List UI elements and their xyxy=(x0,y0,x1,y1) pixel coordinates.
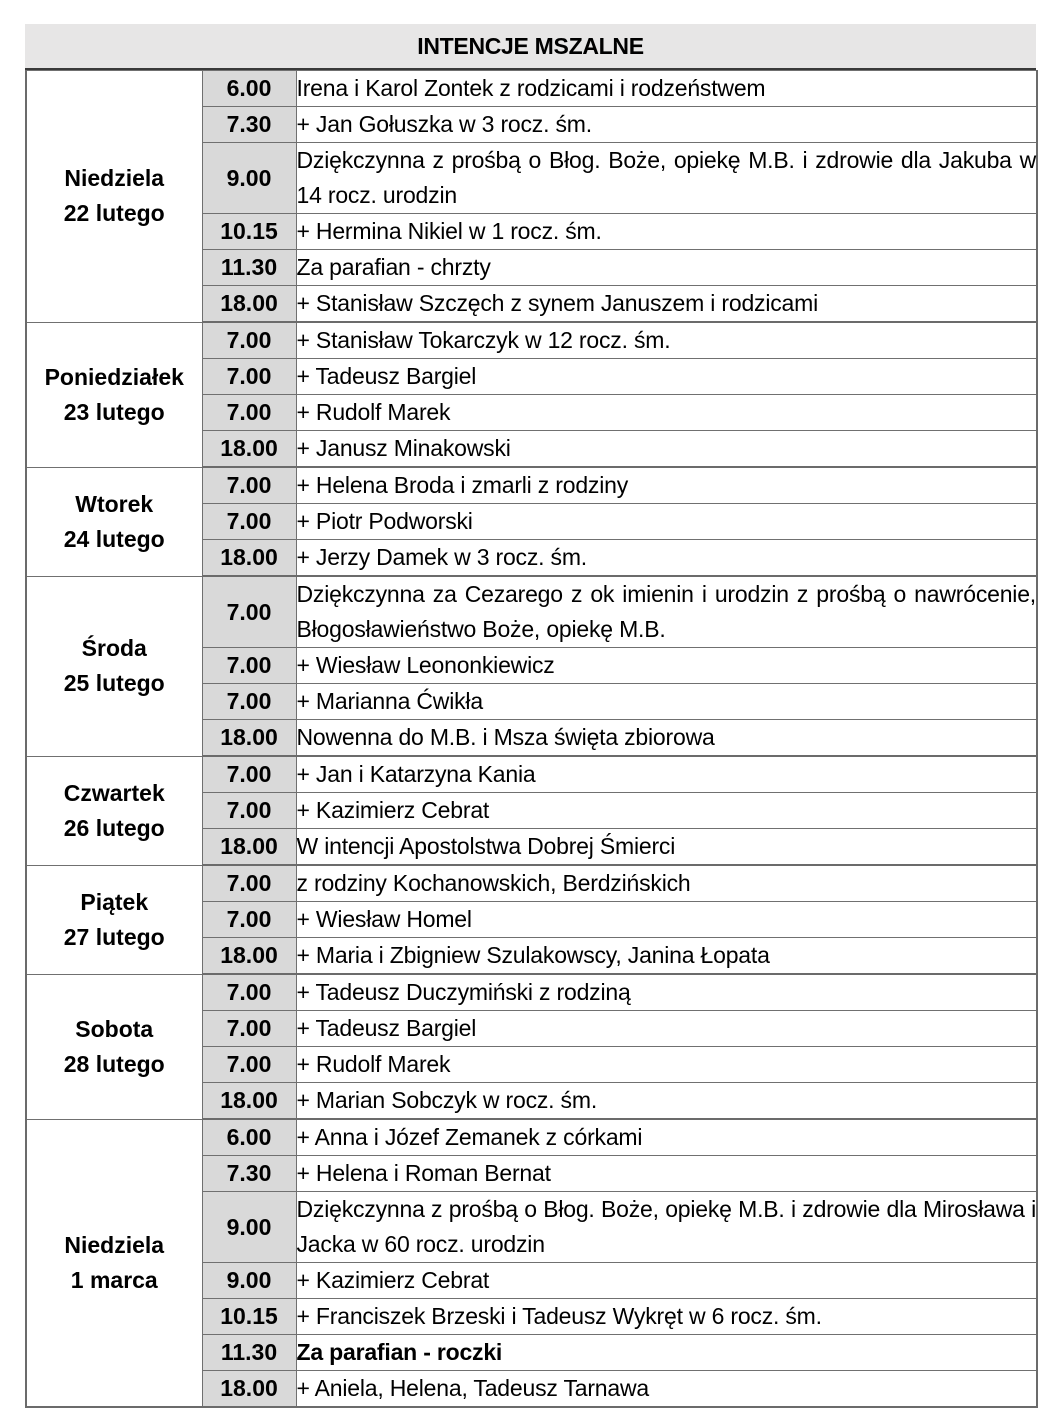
mass-intention: + Maria i Zbigniew Szulakowscy, Janina Łopata xyxy=(296,938,1037,975)
mass-intention: Za parafian - roczki xyxy=(296,1335,1037,1371)
mass-time: 18.00 xyxy=(202,1371,296,1408)
mass-time: 7.30 xyxy=(202,107,296,143)
intentions-table xyxy=(25,70,1038,1408)
intention-row xyxy=(26,974,1037,1011)
day-name: Wtorek xyxy=(75,490,154,517)
mass-time: 7.00 xyxy=(202,1011,296,1047)
day-cell xyxy=(26,974,202,1119)
mass-intention: z rodziny Kochanowskich, Berdzińskich xyxy=(296,865,1037,902)
mass-intention: + Jerzy Damek w 3 rocz. śm. xyxy=(296,540,1037,577)
mass-intention: + Wiesław Leononkiewicz xyxy=(296,648,1037,684)
mass-time: 7.00 xyxy=(202,793,296,829)
mass-time: 9.00 xyxy=(202,143,296,214)
mass-time: 18.00 xyxy=(202,938,296,975)
mass-intention: + Wiesław Homel xyxy=(296,902,1037,938)
day-date: 27 lutego xyxy=(63,923,165,950)
mass-time: 6.00 xyxy=(202,1119,296,1156)
intention-row xyxy=(26,1119,1037,1156)
mass-time: 7.30 xyxy=(202,1156,296,1192)
mass-time: 11.30 xyxy=(202,1335,296,1371)
mass-time: 7.00 xyxy=(202,1047,296,1083)
day-cell xyxy=(26,865,202,974)
day-date: 23 lutego xyxy=(63,398,165,425)
day-date: 1 marca xyxy=(70,1266,158,1293)
mass-time: 11.30 xyxy=(202,250,296,286)
mass-time: 7.00 xyxy=(202,504,296,540)
day-name: Poniedziałek xyxy=(44,363,184,390)
mass-time: 10.15 xyxy=(202,1299,296,1335)
mass-intention: + Tadeusz Duczymiński z rodziną xyxy=(296,974,1037,1011)
mass-intentions-document xyxy=(25,24,1036,1408)
mass-intention: + Jan i Katarzyna Kania xyxy=(296,756,1037,793)
intention-row xyxy=(26,467,1037,504)
day-date: 24 lutego xyxy=(63,525,165,552)
mass-intention: + Marianna Ćwikła xyxy=(296,684,1037,720)
mass-intention: + Tadeusz Bargiel xyxy=(296,1011,1037,1047)
mass-intention: + Rudolf Marek xyxy=(296,395,1037,431)
day-cell xyxy=(26,756,202,865)
mass-intention: + Piotr Podworski xyxy=(296,504,1037,540)
intention-row xyxy=(26,322,1037,359)
mass-intention: Nowenna do M.B. i Msza święta zbiorowa xyxy=(296,720,1037,757)
intention-row xyxy=(26,71,1037,107)
day-cell xyxy=(26,322,202,467)
mass-time: 7.00 xyxy=(202,684,296,720)
mass-time: 18.00 xyxy=(202,286,296,323)
mass-intention: + Janusz Minakowski xyxy=(296,431,1037,468)
mass-time: 7.00 xyxy=(202,902,296,938)
intention-row xyxy=(26,576,1037,648)
mass-time: 6.00 xyxy=(202,71,296,107)
day-date: 22 lutego xyxy=(63,200,165,227)
day-date: 28 lutego xyxy=(63,1050,165,1077)
mass-time: 18.00 xyxy=(202,431,296,468)
mass-intention: + Aniela, Helena, Tadeusz Tarnawa xyxy=(296,1371,1037,1408)
mass-intention: + Helena Broda i zmarli z rodziny xyxy=(296,467,1037,504)
mass-intention: + Tadeusz Bargiel xyxy=(296,359,1037,395)
intention-row xyxy=(26,865,1037,902)
mass-intention: Irena i Karol Zontek z rodzicami i rodzeństwem xyxy=(296,71,1037,107)
mass-time: 7.00 xyxy=(202,359,296,395)
mass-time: 7.00 xyxy=(202,756,296,793)
mass-intention: + Franciszek Brzeski i Tadeusz Wykręt w 6 rocz. śm. xyxy=(296,1299,1037,1335)
mass-time: 9.00 xyxy=(202,1192,296,1263)
mass-intention: + Marian Sobczyk w rocz. śm. xyxy=(296,1083,1037,1120)
mass-intention: + Jan Gołuszka w 3 rocz. śm. xyxy=(296,107,1037,143)
mass-intention: Dziękczynna za Cezarego z ok imienin i urodzin z prośbą o nawrócenie, Błogosławieństwo Boże, opiekę M.B. xyxy=(296,576,1037,648)
intentions-table-body xyxy=(26,71,1037,1408)
day-cell xyxy=(26,1119,202,1407)
mass-intention: + Kazimierz Cebrat xyxy=(296,793,1037,829)
mass-time: 7.00 xyxy=(202,974,296,1011)
mass-time: 7.00 xyxy=(202,865,296,902)
mass-time: 18.00 xyxy=(202,540,296,577)
day-name: Sobota xyxy=(75,1015,154,1042)
day-cell xyxy=(26,576,202,756)
mass-intention: + Stanisław Szczęch z synem Januszem i rodzicami xyxy=(296,286,1037,323)
mass-intention: + Stanisław Tokarczyk w 12 rocz. śm. xyxy=(296,322,1037,359)
mass-intention: + Hermina Nikiel w 1 rocz. śm. xyxy=(296,214,1037,250)
day-date: 26 lutego xyxy=(63,814,165,841)
mass-time: 7.00 xyxy=(202,467,296,504)
mass-time: 7.00 xyxy=(202,395,296,431)
mass-intention: Dziękczynna z prośbą o Błog. Boże, opiekę M.B. i zdrowie dla Jakuba w 14 rocz. urodzin xyxy=(296,143,1037,214)
day-name: Niedziela xyxy=(64,165,165,192)
mass-time: 7.00 xyxy=(202,576,296,648)
day-cell xyxy=(26,467,202,576)
mass-intention: + Anna i Józef Zemanek z córkami xyxy=(296,1119,1037,1156)
day-cell xyxy=(26,71,202,323)
mass-intention: Za parafian - chrzty xyxy=(296,250,1037,286)
mass-time: 10.15 xyxy=(202,214,296,250)
mass-time: 18.00 xyxy=(202,720,296,757)
day-name: Środa xyxy=(81,635,147,661)
day-name: Czwartek xyxy=(63,779,165,806)
mass-time: 18.00 xyxy=(202,1083,296,1120)
document-title: INTENCJE MSZALNE xyxy=(25,24,1036,70)
day-date: 25 lutego xyxy=(63,670,165,696)
intention-row xyxy=(26,756,1037,793)
mass-time: 7.00 xyxy=(202,648,296,684)
mass-intention: + Helena i Roman Bernat xyxy=(296,1156,1037,1192)
mass-time: 7.00 xyxy=(202,322,296,359)
mass-time: 9.00 xyxy=(202,1263,296,1299)
mass-intention: Dziękczynna z prośbą o Błog. Boże, opiekę M.B. i zdrowie dla Mirosława i Jacka w 60 rocz. urodzin xyxy=(296,1192,1037,1263)
day-name: Piątek xyxy=(80,888,149,915)
mass-intention: + Rudolf Marek xyxy=(296,1047,1037,1083)
mass-time: 18.00 xyxy=(202,829,296,866)
day-name: Niedziela xyxy=(64,1231,165,1258)
mass-intention: + Kazimierz Cebrat xyxy=(296,1263,1037,1299)
mass-intention: W intencji Apostolstwa Dobrej Śmierci xyxy=(296,829,1037,866)
